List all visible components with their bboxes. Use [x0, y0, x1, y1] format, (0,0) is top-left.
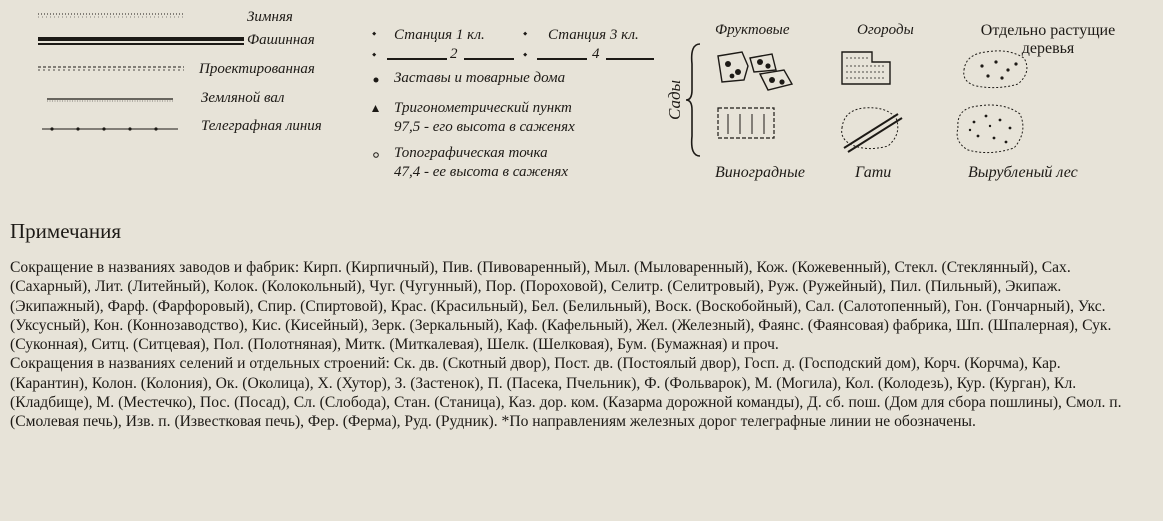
station-3-icon: ⬩ — [523, 26, 528, 40]
station-2-icon: ⬩ — [372, 47, 377, 61]
single-trees-symbol — [958, 46, 1034, 92]
telegraph-line-label: Телеграфная линия — [201, 118, 322, 134]
station-4-icon: ⬩ — [523, 47, 528, 61]
notes-body — [10, 258, 1130, 432]
cut-forest-label: Вырубленый лес — [968, 164, 1078, 181]
topo-point-label: Топографическая точка — [394, 145, 548, 161]
station-3-label: Станция 3 кл. — [548, 27, 639, 43]
outposts-label: Заставы и товарные дома — [394, 70, 566, 86]
winter-road-symbol — [36, 10, 186, 20]
telegraph-line-symbol — [40, 124, 180, 134]
station-1-icon: ⬩ — [372, 26, 377, 40]
station-4-bar-left — [537, 58, 587, 60]
projected-road-symbol — [36, 64, 186, 72]
vineyards-label: Виноградные — [715, 164, 805, 181]
fascine-road-label: Фашинная — [247, 32, 315, 48]
single-trees-label: Отдельно растущие деревья — [980, 22, 1116, 57]
triangle-icon — [371, 104, 380, 113]
fruit-gardens-symbol — [714, 48, 798, 94]
notes-title: Примечания — [10, 219, 122, 243]
vegetable-gardens-label: Огороды — [857, 22, 914, 38]
notes-factories: Сокращение в названиях заводов и фабрик: Кирп. (Кирпичный), Пив. (Пивоваренный), Мыл. (Мыловаренный), Кож. (Кожевенный), Стекл. (Стеклянный), Сах. (Сахарный), Лит. (Литейный), Колок. (Колокольный), Чуг. (Чугунный), Пор. (Пороховой), Селитр. (Селитровый), Руж. (Ружейный), Пил. (Пильный), Экипаж. (Экипажный), Фарф. (Фарфоровый), Спир. (Спиртовой), Крас. (Красильный), Бел. (Белильный), Воск. (Воскобойный), Сал. (Салотопенный), Гон. (Гончарный), Укс. (Уксусный), Кон. (Коннозаводство), Кис. (Кисейный), Зерк. (Зеркальный), Каф. (Кафельный), Жел. (Железный), Фаянс. (Фаянсовая) фабрика, Шп. (Шпалерная), Сук. (Суконная), Ситц. (Ситцевая), Пол. (Полотняная), Митк. (Миткалевая), Шелк. (Шелковая), Бум. (Бумажная) и проч. — [10, 259, 1112, 354]
gati-label: Гати — [855, 164, 892, 181]
station-2-bar-right — [464, 58, 514, 60]
station-2-bar-left — [387, 58, 447, 60]
fascine-road-symbol — [36, 34, 246, 48]
gardens-group-label: Сады — [665, 79, 684, 120]
notes-settlements: Сокращения в названиях селений и отдельных строений: Ск. дв. (Скотный двор), Пост. дв. (Постоялый двор), Госп. д. (Господский дом), Корч. (Корчма), Кар. (Карантин), Колон. (Колония), Ок. (Околица), Х. (Хутор), З. (Застенок), П. (Пасека, Пчельник), Ф. (Фольварок), М. (Могила), Кол. (Колодезь), Кур. (Курган), Кл. (Кладбище), М. (Местечко), Пос. (Посад), Сл. (Слобода), Стан. (Станица), Каз. дор. ком. (Казарма дорожной команды), Д. сб. пош. (Дом для сбора пошлины), Смол. п. (Смолевая печь), Изв. п. (Известковая печь), Фер. (Ферма), Руд. (Рудник). *По направлениям железных дорог телеграфные линии не обозначены. — [10, 355, 1122, 431]
fruit-gardens-label: Фруктовые — [715, 22, 790, 38]
trig-point-desc: 97,5 - его высота в саженях — [394, 119, 575, 135]
cut-forest-symbol — [950, 98, 1030, 158]
station-2-number: 2 — [450, 46, 458, 62]
winter-road-label: Зимняя — [247, 9, 293, 25]
station-4-number: 4 — [592, 46, 600, 62]
topo-point-desc: 47,4 - ее высота в саженях — [394, 164, 569, 180]
topo-point-circle-icon — [372, 151, 380, 159]
station-4-bar-right — [606, 58, 654, 60]
projected-road-label: Проектированная — [199, 61, 315, 77]
gardens-brace-icon — [684, 42, 704, 158]
earthen-rampart-symbol — [45, 96, 175, 104]
earthen-rampart-label: Земляной вал — [201, 90, 285, 106]
vegetable-gardens-symbol — [838, 48, 894, 88]
station-1-label: Станция 1 кл. — [394, 27, 485, 43]
vineyards-symbol — [714, 102, 778, 142]
outpost-dot-icon — [372, 76, 380, 84]
trig-point-label: Тригонометрический пункт — [394, 100, 572, 116]
gati-symbol — [836, 100, 904, 156]
